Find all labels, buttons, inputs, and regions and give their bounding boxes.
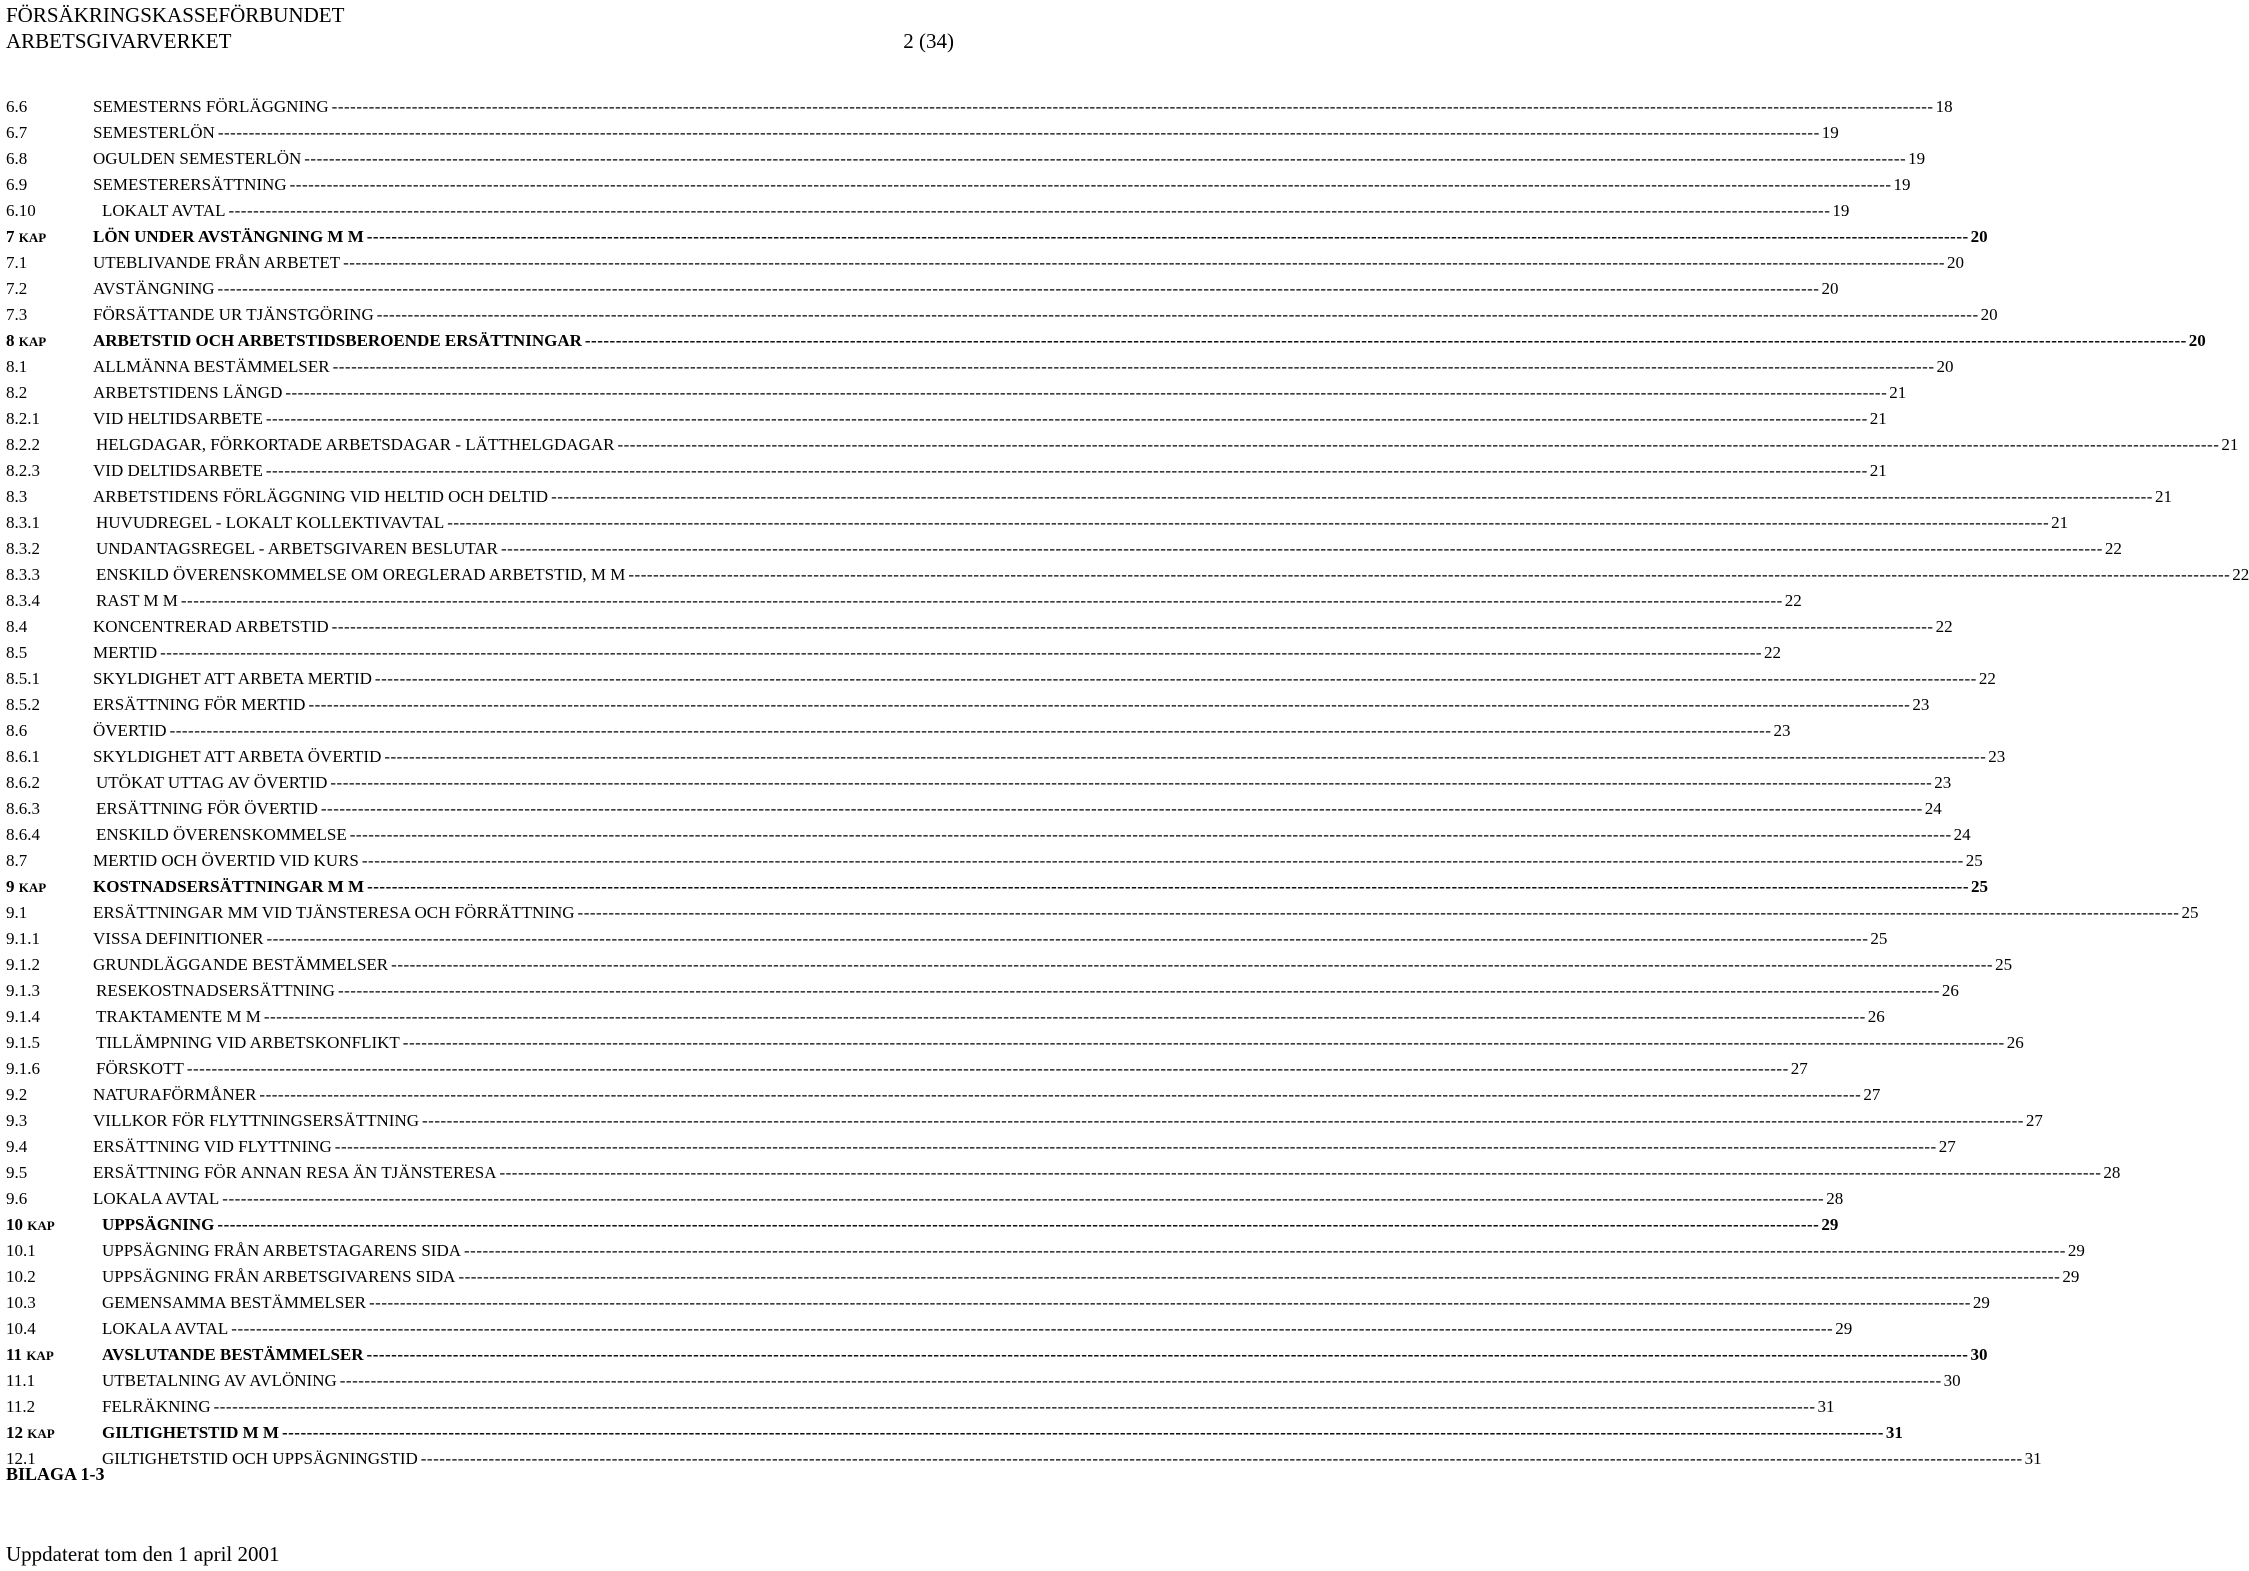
toc-number: 9.2: [6, 1085, 28, 1104]
toc-leader: --------------------------------------------------------------------------------------------------------------------------------------------------------------------------------------------------------------------------------------------------------------------: [330, 773, 1933, 792]
toc-number: 8.6.2: [6, 773, 40, 792]
toc-row: [6, 770, 1952, 796]
toc-page: 20: [1947, 253, 1965, 272]
toc-row: [6, 848, 1983, 874]
toc-leader: --------------------------------------------------------------------------------------------------------------------------------------------------------------------------------------------------------------------------------------------------------------------: [374, 669, 1977, 688]
toc-number: 10.3: [6, 1293, 36, 1312]
toc-leader: --------------------------------------------------------------------------------------------------------------------------------------------------------------------------------------------------------------------------------------------------------------------: [217, 279, 1820, 298]
toc-title: KONCENTRERAD ARBETSTID: [93, 617, 329, 636]
toc-kap-label: KAP: [18, 880, 47, 895]
toc-leader: --------------------------------------------------------------------------------------------------------------------------------------------------------------------------------------------------------------------------------------------------------------------: [308, 695, 1911, 714]
toc-leader: --------------------------------------------------------------------------------------------------------------------------------------------------------------------------------------------------------------------------------------------------------------------: [160, 643, 1763, 662]
toc-title: LOKALA AVTAL: [93, 1189, 220, 1208]
toc-row: [6, 432, 2239, 458]
toc-number: 11.1: [6, 1371, 36, 1390]
toc-number: 7.3: [6, 305, 28, 324]
toc-title: FÖRSKOTT: [96, 1059, 184, 1078]
toc-row: [6, 250, 1965, 276]
toc-number: 8.6: [6, 721, 28, 740]
toc-title: ARBETSTID OCH ARBETSTIDSBEROENDE ERSÄTTNINGAR: [93, 331, 582, 350]
toc-title: AVSTÄNGNING: [93, 279, 215, 298]
toc-page: 20: [1821, 279, 1839, 298]
toc-title: ALLMÄNNA BESTÄMMELSER: [93, 357, 330, 376]
toc-row: [6, 120, 1839, 146]
toc-number: 9.1.2: [6, 955, 40, 974]
toc-number: 8.6.4: [6, 825, 40, 844]
toc-chapter-row: [6, 1212, 1839, 1238]
toc-leader: --------------------------------------------------------------------------------------------------------------------------------------------------------------------------------------------------------------------------------------------------------------------: [447, 513, 2050, 532]
toc-title: UTEBLIVANDE FRÅN ARBETET: [93, 253, 341, 272]
table-of-contents: [6, 94, 2249, 1472]
toc-kap-label: KAP: [18, 334, 47, 349]
toc-page: 21: [2221, 435, 2239, 454]
toc-page: 30: [1970, 1345, 1988, 1364]
toc-row: [6, 796, 1942, 822]
toc-page: 29: [2062, 1267, 2080, 1286]
toc-kap-label: KAP: [27, 1218, 55, 1233]
toc-page: 20: [2188, 331, 2206, 350]
toc-leader: --------------------------------------------------------------------------------------------------------------------------------------------------------------------------------------------------------------------------------------------------------------------: [361, 851, 1964, 870]
toc-title: KOSTNADSERSÄTTNINGAR M M: [93, 877, 365, 896]
toc-page: 31: [1817, 1397, 1835, 1416]
toc-page: 29: [1821, 1215, 1839, 1234]
toc-title: UPPSÄGNING FRÅN ARBETSTAGARENS SIDA: [102, 1241, 462, 1260]
toc-kap-label: KAP: [18, 230, 47, 245]
toc-page: 27: [2025, 1111, 2043, 1130]
toc-page: 27: [1938, 1137, 1956, 1156]
toc-leader: --------------------------------------------------------------------------------------------------------------------------------------------------------------------------------------------------------------------------------------------------------------------: [349, 825, 1952, 844]
toc-title: SKYLDIGHET ATT ARBETA MERTID: [93, 669, 372, 688]
toc-leader: --------------------------------------------------------------------------------------------------------------------------------------------------------------------------------------------------------------------------------------------------------------------: [391, 955, 1994, 974]
toc-number: 7.1: [6, 253, 28, 272]
appendix-reference: BILAGA 1-3: [6, 1464, 105, 1484]
toc-leader: --------------------------------------------------------------------------------------------------------------------------------------------------------------------------------------------------------------------------------------------------------------------: [304, 149, 1907, 168]
toc-number: 12 KAP: [6, 1423, 55, 1442]
toc-leader: --------------------------------------------------------------------------------------------------------------------------------------------------------------------------------------------------------------------------------------------------------------------: [265, 461, 1868, 480]
toc-number: 11.2: [6, 1397, 36, 1416]
toc-title: ARBETSTIDENS LÄNGD: [93, 383, 283, 402]
toc-number: 8.1: [6, 357, 28, 376]
toc-leader: --------------------------------------------------------------------------------------------------------------------------------------------------------------------------------------------------------------------------------------------------------------------: [420, 1449, 2023, 1468]
toc-page: 21: [2154, 487, 2172, 506]
toc-page: 21: [1869, 409, 1887, 428]
toc-row: [6, 1186, 1844, 1212]
toc-leader: --------------------------------------------------------------------------------------------------------------------------------------------------------------------------------------------------------------------------------------------------------------------: [169, 721, 1772, 740]
toc-kap-label: KAP: [26, 1348, 54, 1363]
toc-page: 30: [1943, 1371, 1961, 1390]
toc-row: [6, 900, 2199, 926]
toc-page: 25: [1870, 929, 1888, 948]
toc-row: [6, 744, 2006, 770]
toc-page: 29: [1835, 1319, 1853, 1338]
toc-number: 8.2.3: [6, 461, 40, 480]
toc-leader: --------------------------------------------------------------------------------------------------------------------------------------------------------------------------------------------------------------------------------------------------------------------: [464, 1241, 2066, 1260]
footer-updated: Uppdaterat tom den 1 april 2001: [6, 1542, 280, 1566]
toc-row: [6, 718, 1791, 744]
toc-title: MERTID OCH ÖVERTID VID KURS: [93, 851, 359, 870]
toc-title: VISSA DEFINITIONER: [93, 929, 264, 948]
header-agency: ARBETSGIVARVERKET: [6, 29, 232, 53]
toc-page: 26: [1941, 981, 1959, 1000]
toc-leader: --------------------------------------------------------------------------------------------------------------------------------------------------------------------------------------------------------------------------------------------------------------------: [259, 1085, 1862, 1104]
toc-row: [6, 1264, 2080, 1290]
header-org: FÖRSÄKRINGSKASSEFÖRBUNDET: [6, 3, 345, 27]
toc-leader: --------------------------------------------------------------------------------------------------------------------------------------------------------------------------------------------------------------------------------------------------------------------: [337, 981, 1940, 1000]
toc-chapter-row: [6, 874, 1988, 900]
toc-title: TILLÄMPNING VID ARBETSKONFLIKT: [96, 1033, 400, 1052]
toc-number: 10.4: [6, 1319, 36, 1338]
toc-page: 27: [1790, 1059, 1808, 1078]
toc-page: 23: [1773, 721, 1791, 740]
toc-title: ERSÄTTNING FÖR MERTID: [93, 695, 306, 714]
toc-leader: --------------------------------------------------------------------------------------------------------------------------------------------------------------------------------------------------------------------------------------------------------------------: [334, 1137, 1937, 1156]
toc-leader: --------------------------------------------------------------------------------------------------------------------------------------------------------------------------------------------------------------------------------------------------------------------: [422, 1111, 2024, 1130]
toc-number: 11 KAP: [6, 1345, 54, 1364]
toc-leader: --------------------------------------------------------------------------------------------------------------------------------------------------------------------------------------------------------------------------------------------------------------------: [500, 539, 2103, 558]
toc-leader: --------------------------------------------------------------------------------------------------------------------------------------------------------------------------------------------------------------------------------------------------------------------: [285, 383, 1888, 402]
toc-page: 21: [1889, 383, 1907, 402]
toc-row: [6, 94, 1953, 120]
toc-row: [6, 1004, 1885, 1030]
toc-page: 19: [1893, 175, 1911, 194]
toc-leader: --------------------------------------------------------------------------------------------------------------------------------------------------------------------------------------------------------------------------------------------------------------------: [376, 305, 1979, 324]
toc-title: ARBETSTIDENS FÖRLÄGGNING VID HELTID OCH DELTID: [93, 487, 549, 506]
toc-row: [6, 666, 1996, 692]
toc-row: [6, 640, 1782, 666]
toc-title: GILTIGHETSTID M M: [102, 1423, 279, 1442]
toc-page: 22: [1784, 591, 1802, 610]
toc-row: [6, 536, 2122, 562]
toc-leader: --------------------------------------------------------------------------------------------------------------------------------------------------------------------------------------------------------------------------------------------------------------------: [222, 1189, 1825, 1208]
toc-number: 10.1: [6, 1241, 36, 1260]
toc-leader: --------------------------------------------------------------------------------------------------------------------------------------------------------------------------------------------------------------------------------------------------------------------: [551, 487, 2153, 506]
toc-row: [6, 1316, 1853, 1342]
toc-row: [6, 692, 1930, 718]
toc-number: 8.7: [6, 851, 28, 870]
toc-title: TRAKTAMENTE M M: [96, 1007, 261, 1026]
toc-number: 8.5: [6, 643, 28, 662]
toc-number: 8.4: [6, 617, 28, 636]
toc-row: [6, 406, 1887, 432]
toc-number: 9.1.3: [6, 981, 40, 1000]
toc-title: SEMESTERNS FÖRLÄGGNING: [93, 97, 329, 116]
toc-row: [6, 1108, 2043, 1134]
toc-title: RESEKOSTNADSERSÄTTNING: [96, 981, 335, 1000]
toc-title: UPPSÄGNING: [102, 1215, 215, 1234]
toc-number: 8.3.3: [6, 565, 40, 584]
toc-page: 20: [1970, 227, 1988, 246]
toc-page: 22: [1978, 669, 1996, 688]
toc-number: 8.2.2: [6, 435, 40, 454]
toc-page: 22: [2232, 565, 2249, 584]
toc-number: 8.3: [6, 487, 28, 506]
toc-row: [6, 1238, 2085, 1264]
toc-row: [6, 822, 1971, 848]
toc-number: 12.1: [6, 1449, 36, 1468]
toc-number: 9 KAP: [6, 877, 47, 896]
toc-chapter-row: [6, 1420, 1903, 1446]
toc-leader: --------------------------------------------------------------------------------------------------------------------------------------------------------------------------------------------------------------------------------------------------------------------: [343, 253, 1946, 272]
toc-leader: --------------------------------------------------------------------------------------------------------------------------------------------------------------------------------------------------------------------------------------------------------------------: [320, 799, 1923, 818]
toc-chapter-row: [6, 328, 2206, 354]
toc-leader: --------------------------------------------------------------------------------------------------------------------------------------------------------------------------------------------------------------------------------------------------------------------: [228, 201, 1831, 220]
toc-row: [6, 276, 1839, 302]
toc-leader: --------------------------------------------------------------------------------------------------------------------------------------------------------------------------------------------------------------------------------------------------------------------: [281, 1423, 1884, 1442]
toc-leader: --------------------------------------------------------------------------------------------------------------------------------------------------------------------------------------------------------------------------------------------------------------------: [369, 1293, 1971, 1312]
toc-leader: --------------------------------------------------------------------------------------------------------------------------------------------------------------------------------------------------------------------------------------------------------------------: [499, 1163, 2102, 1182]
toc-leader: --------------------------------------------------------------------------------------------------------------------------------------------------------------------------------------------------------------------------------------------------------------------: [186, 1059, 1789, 1078]
toc-chapter-row: [6, 1342, 1988, 1368]
toc-title: ÖVERTID: [93, 721, 167, 740]
toc-number: 10.2: [6, 1267, 36, 1286]
toc-row: [6, 146, 1926, 172]
toc-title: UNDANTAGSREGEL - ARBETSGIVAREN BESLUTAR: [96, 539, 498, 558]
toc-row: [6, 926, 1888, 952]
toc-leader: --------------------------------------------------------------------------------------------------------------------------------------------------------------------------------------------------------------------------------------------------------------------: [458, 1267, 2061, 1286]
toc-page: 25: [2181, 903, 2199, 922]
toc-title: AVSLUTANDE BESTÄMMELSER: [102, 1345, 364, 1364]
toc-title: VILLKOR FÖR FLYTTNINGSERSÄTTNING: [93, 1111, 420, 1130]
toc-page: 22: [1764, 643, 1782, 662]
toc-page: 25: [1965, 851, 1983, 870]
toc-number: 9.1.6: [6, 1059, 40, 1078]
toc-number: 8.2.1: [6, 409, 40, 428]
toc-page: 31: [1885, 1423, 1903, 1442]
toc-page: 19: [1908, 149, 1926, 168]
toc-title: GRUNDLÄGGANDE BESTÄMMELSER: [93, 955, 389, 974]
toc-page: 29: [1972, 1293, 1990, 1312]
toc-page: 20: [1936, 357, 1954, 376]
toc-page: 26: [2006, 1033, 2024, 1052]
toc-title: VID HELTIDSARBETE: [93, 409, 263, 428]
toc-row: [6, 562, 2249, 588]
toc-title: RAST M M: [96, 591, 178, 610]
toc-title: FELRÄKNING: [102, 1397, 211, 1416]
toc-title: LOKALA AVTAL: [102, 1319, 229, 1338]
toc-title: UPPSÄGNING FRÅN ARBETSGIVARENS SIDA: [102, 1267, 456, 1286]
toc-title: SEMESTERLÖN: [93, 123, 215, 142]
toc-number: 8.3.1: [6, 513, 40, 532]
toc-title: SKYLDIGHET ATT ARBETA ÖVERTID: [93, 747, 382, 766]
toc-title: LOKALT AVTAL: [102, 201, 226, 220]
toc-page: 24: [1953, 825, 1971, 844]
toc-number: 6.8: [6, 149, 28, 168]
toc-row: [6, 484, 2172, 510]
toc-number: 9.1.1: [6, 929, 40, 948]
toc-title: GILTIGHETSTID OCH UPPSÄGNINGSTID: [102, 1449, 418, 1468]
toc-row: [6, 1134, 1956, 1160]
toc-page: 21: [1869, 461, 1887, 480]
toc-leader: --------------------------------------------------------------------------------------------------------------------------------------------------------------------------------------------------------------------------------------------------------------------: [366, 227, 1969, 246]
toc-row: [6, 510, 2069, 536]
toc-leader: --------------------------------------------------------------------------------------------------------------------------------------------------------------------------------------------------------------------------------------------------------------------: [217, 1215, 1820, 1234]
toc-number: 9.3: [6, 1111, 28, 1130]
toc-number: 6.6: [6, 97, 28, 116]
toc-number: 9.5: [6, 1163, 28, 1182]
toc-row: [6, 1394, 1835, 1420]
toc-row: [6, 952, 2013, 978]
toc-title: ERSÄTTNING FÖR ÖVERTID: [96, 799, 318, 818]
toc-leader: --------------------------------------------------------------------------------------------------------------------------------------------------------------------------------------------------------------------------------------------------------------------: [332, 357, 1935, 376]
toc-leader: --------------------------------------------------------------------------------------------------------------------------------------------------------------------------------------------------------------------------------------------------------------------: [266, 929, 1869, 948]
toc-page: 22: [1935, 617, 1953, 636]
toc-row: [6, 198, 1850, 224]
toc-row: [6, 354, 1954, 380]
toc-page: 19: [1821, 123, 1839, 142]
toc-number: 9.6: [6, 1189, 28, 1208]
toc-title: OGULDEN SEMESTERLÖN: [93, 149, 302, 168]
toc-row: [6, 1030, 2024, 1056]
toc-number: 8.3.2: [6, 539, 40, 558]
toc-number: 6.7: [6, 123, 28, 142]
toc-page: 22: [2104, 539, 2122, 558]
toc-number: 7.2: [6, 279, 28, 298]
toc-title: SEMESTERERSÄTTNING: [93, 175, 287, 194]
toc-leader: --------------------------------------------------------------------------------------------------------------------------------------------------------------------------------------------------------------------------------------------------------------------: [628, 565, 2231, 584]
toc-leader: --------------------------------------------------------------------------------------------------------------------------------------------------------------------------------------------------------------------------------------------------------------------: [331, 97, 1934, 116]
toc-row: [6, 458, 1887, 484]
toc-row: [6, 1290, 1990, 1316]
toc-number: 6.10: [6, 201, 36, 220]
toc-page: 27: [1863, 1085, 1881, 1104]
toc-page: 24: [1924, 799, 1942, 818]
toc-page: 23: [1988, 747, 2006, 766]
toc-number: 8.3.4: [6, 591, 40, 610]
toc-page: 18: [1935, 97, 1953, 116]
toc-leader: --------------------------------------------------------------------------------------------------------------------------------------------------------------------------------------------------------------------------------------------------------------------: [263, 1007, 1866, 1026]
toc-leader: --------------------------------------------------------------------------------------------------------------------------------------------------------------------------------------------------------------------------------------------------------------------: [366, 1345, 1969, 1364]
toc-number: 9.4: [6, 1137, 28, 1156]
toc-leader: --------------------------------------------------------------------------------------------------------------------------------------------------------------------------------------------------------------------------------------------------------------------: [617, 435, 2220, 454]
toc-number: 10 KAP: [6, 1215, 55, 1234]
toc-row: [6, 172, 1911, 198]
toc-leader: --------------------------------------------------------------------------------------------------------------------------------------------------------------------------------------------------------------------------------------------------------------------: [577, 903, 2180, 922]
toc-page: 21: [2051, 513, 2069, 532]
toc-leader: --------------------------------------------------------------------------------------------------------------------------------------------------------------------------------------------------------------------------------------------------------------------: [289, 175, 1892, 194]
toc-leader: --------------------------------------------------------------------------------------------------------------------------------------------------------------------------------------------------------------------------------------------------------------------: [331, 617, 1934, 636]
page-number: 2 (34): [903, 29, 954, 53]
toc-leader: --------------------------------------------------------------------------------------------------------------------------------------------------------------------------------------------------------------------------------------------------------------------: [180, 591, 1783, 610]
toc-title: MERTID: [93, 643, 158, 662]
toc-title: UTÖKAT UTTAG AV ÖVERTID: [96, 773, 328, 792]
toc-number: 8.5.2: [6, 695, 40, 714]
toc-title: LÖN UNDER AVSTÄNGNING M M: [93, 227, 364, 246]
toc-row: [6, 588, 1802, 614]
toc-row: [6, 302, 1998, 328]
toc-kap-label: KAP: [27, 1426, 55, 1441]
toc-page: 23: [1934, 773, 1952, 792]
toc-number: 8 KAP: [6, 331, 47, 350]
toc-page: 23: [1912, 695, 1930, 714]
toc-page: 28: [2103, 1163, 2121, 1182]
toc-title: ENSKILD ÖVERENSKOMMELSE OM OREGLERAD ARBETSTID, M M: [96, 565, 626, 584]
toc-title: ERSÄTTNINGAR MM VID TJÄNSTERESA OCH FÖRRÄTTNING: [93, 903, 575, 922]
toc-row: [6, 1056, 1808, 1082]
toc-leader: --------------------------------------------------------------------------------------------------------------------------------------------------------------------------------------------------------------------------------------------------------------------: [265, 409, 1868, 428]
toc-number: 7 KAP: [6, 227, 47, 246]
toc-leader: --------------------------------------------------------------------------------------------------------------------------------------------------------------------------------------------------------------------------------------------------------------------: [213, 1397, 1816, 1416]
toc-title: GEMENSAMMA BESTÄMMELSER: [102, 1293, 367, 1312]
toc-page: 20: [1980, 305, 1998, 324]
toc-page: 26: [1867, 1007, 1885, 1026]
toc-title: ERSÄTTNING FÖR ANNAN RESA ÄN TJÄNSTERESA: [93, 1163, 497, 1182]
toc-page: 29: [2067, 1241, 2085, 1260]
toc-number: 8.2: [6, 383, 28, 402]
toc-page: 25: [1995, 955, 2013, 974]
toc-leader: --------------------------------------------------------------------------------------------------------------------------------------------------------------------------------------------------------------------------------------------------------------------: [384, 747, 1987, 766]
toc-title: NATURAFÖRMÅNER: [93, 1085, 257, 1104]
toc-number: 9.1.4: [6, 1007, 40, 1026]
toc-number: 9.1: [6, 903, 28, 922]
toc-row: [6, 1082, 1881, 1108]
toc-title: UTBETALNING AV AVLÖNING: [102, 1371, 337, 1390]
toc-title: HELGDAGAR, FÖRKORTADE ARBETSDAGAR - LÄTTHELGDAGAR: [96, 435, 615, 454]
toc-leader: --------------------------------------------------------------------------------------------------------------------------------------------------------------------------------------------------------------------------------------------------------------------: [402, 1033, 2005, 1052]
toc-title: FÖRSÄTTANDE UR TJÄNSTGÖRING: [93, 305, 374, 324]
toc-page: 19: [1832, 201, 1850, 220]
toc-row: [6, 614, 1953, 640]
toc-title: ERSÄTTNING VID FLYTTNING: [93, 1137, 332, 1156]
toc-leader: --------------------------------------------------------------------------------------------------------------------------------------------------------------------------------------------------------------------------------------------------------------------: [339, 1371, 1942, 1390]
toc-leader: --------------------------------------------------------------------------------------------------------------------------------------------------------------------------------------------------------------------------------------------------------------------: [217, 123, 1820, 142]
toc-title: ENSKILD ÖVERENSKOMMELSE: [96, 825, 347, 844]
toc-leader: --------------------------------------------------------------------------------------------------------------------------------------------------------------------------------------------------------------------------------------------------------------------: [367, 877, 1969, 896]
toc-row: [6, 380, 1907, 406]
toc-row: [6, 1368, 1961, 1394]
toc-page: 28: [1826, 1189, 1844, 1208]
toc-row: [6, 978, 1959, 1004]
toc-leader: --------------------------------------------------------------------------------------------------------------------------------------------------------------------------------------------------------------------------------------------------------------------: [584, 331, 2187, 350]
toc-chapter-row: [6, 224, 1988, 250]
toc-number: 9.1.5: [6, 1033, 40, 1052]
toc-title: VID DELTIDSARBETE: [93, 461, 263, 480]
toc-number: 8.6.3: [6, 799, 40, 818]
toc-title: HUVUDREGEL - LOKALT KOLLEKTIVAVTAL: [96, 513, 445, 532]
toc-row: [6, 1446, 2042, 1472]
toc-page: 31: [2024, 1449, 2042, 1468]
toc-number: 8.5.1: [6, 669, 40, 688]
toc-number: 8.6.1: [6, 747, 40, 766]
toc-row: [6, 1160, 2121, 1186]
toc-page: 25: [1971, 877, 1988, 896]
toc-leader: --------------------------------------------------------------------------------------------------------------------------------------------------------------------------------------------------------------------------------------------------------------------: [231, 1319, 1834, 1338]
toc-number: 6.9: [6, 175, 28, 194]
